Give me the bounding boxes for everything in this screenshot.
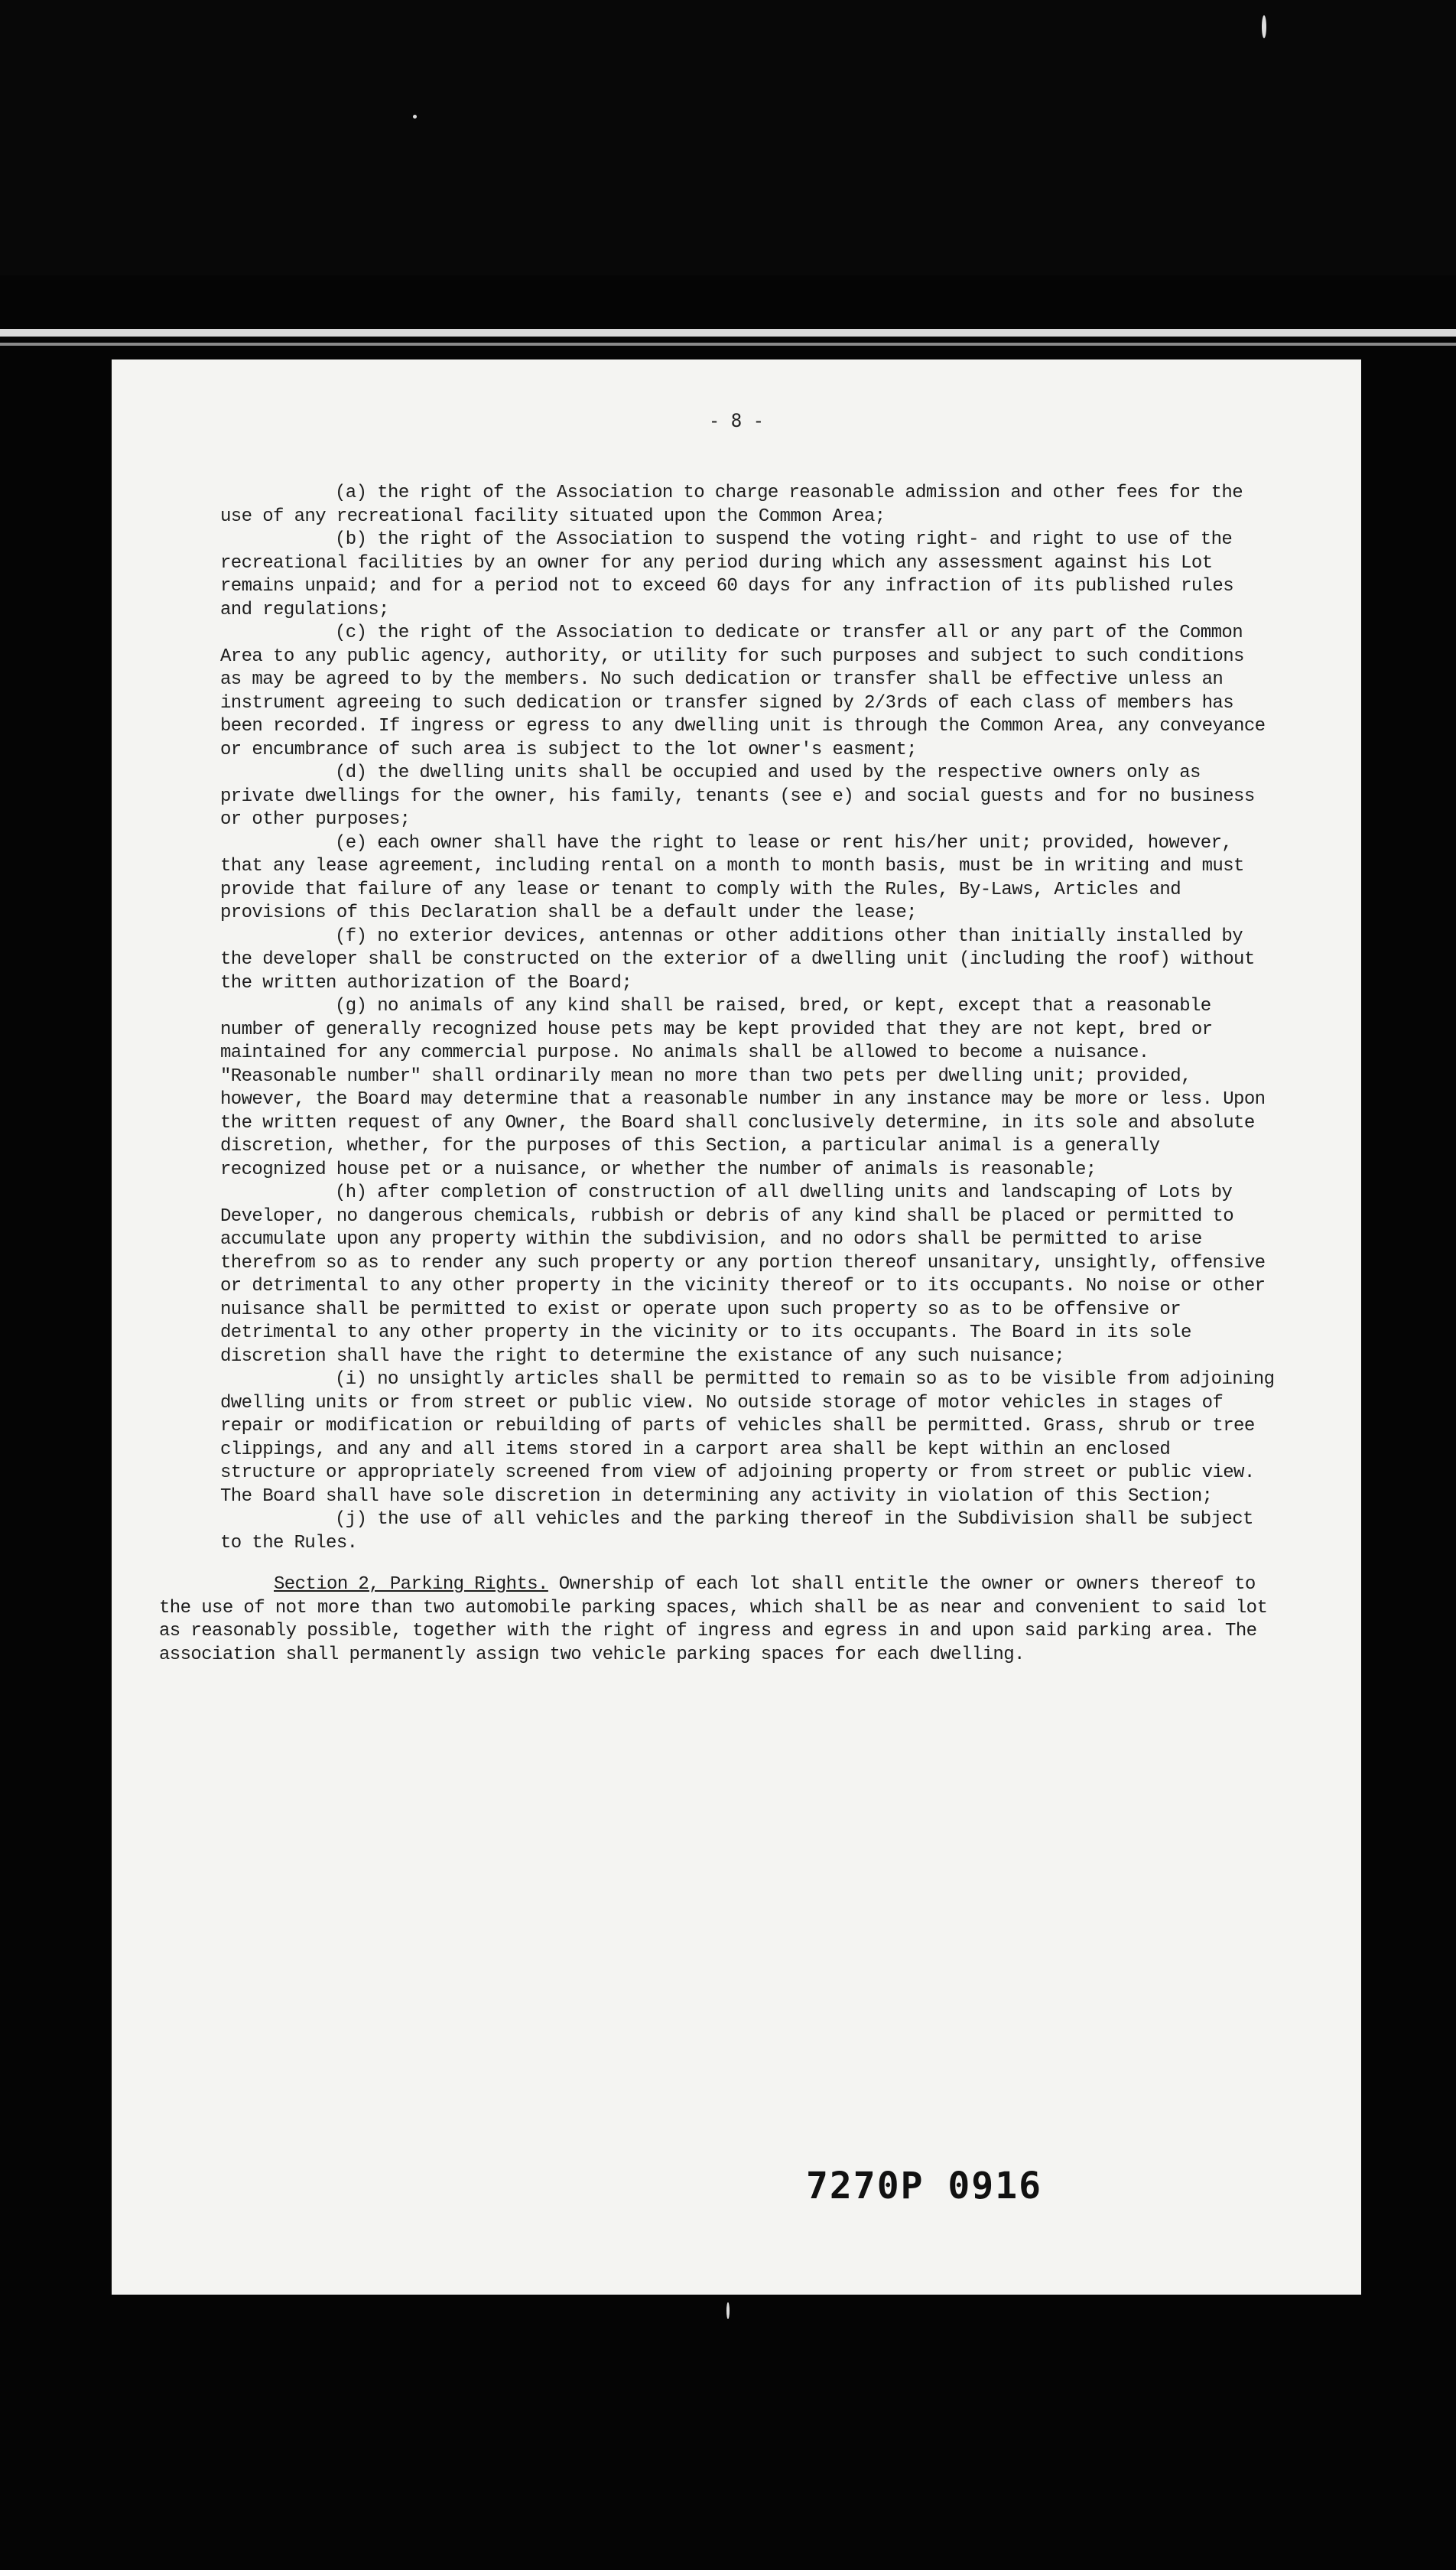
scan-artifact [413, 115, 417, 119]
section-2-parking-rights [159, 1573, 1276, 1667]
document-page [112, 359, 1361, 2295]
recording-reference-number: 7270P 0916 [806, 2165, 1042, 2207]
paragraph-e: (e) each owner shall have the right to lease or rent his/her unit; provided, however, that any lease agreement, including rental on a month to month basis, must be in writing and must provide that failure of any lease or tenant to comply with the Rules, By-Laws, Articles and provisions of this Declaration shall be a default under the lease; [220, 832, 1244, 923]
paragraph-c: (c) the right of the Association to dedicate or transfer all or any part of the Common Area to any public agency, authority, or utility for such purposes and subject to such conditions as may be agreed to by the members. No such dedication or transfer shall be effective unless an instrument agreeing to such dedication or transfer signed by 2/3rds of each class of members has been recorded. If ingress or egress to any dwelling unit is through the Common Area, any conveyance or encumbrance of such area is subject to the lot owner's easment; [220, 623, 1266, 760]
scan-edge-line [0, 329, 1456, 337]
paragraph-a: (a) the right of the Association to charge reasonable admission and other fees for the use of any recreational facility situated upon the Common Area; [220, 483, 1243, 527]
document-body [159, 482, 1276, 1667]
section-2-body: Ownership of each lot shall entitle the owner or owners thereof to the use of not more than two automobile parking spaces, which shall be as near and convenient to said lot as reasonably possible, together with the right of ingress and egress in and upon said parking area. The association shall permanently assign two vehicle parking spaces for each dwelling. [159, 1574, 1268, 1665]
paragraph-j: (j) the use of all vehicles and the parking thereof in the Subdivision shall be subject to the Rules. [220, 1509, 1253, 1553]
page-number: - 8 - [708, 410, 765, 431]
paragraph-b: (b) the right of the Association to suspend the voting right- and right to use of the recreational facilities by an owner for any period during which any assessment against his Lot remains unpaid; and for a period not to exceed 60 days for any infraction of its published rules and regulations; [220, 529, 1234, 620]
scan-artifact [1262, 15, 1266, 38]
paragraph-h: (h) after completion of construction of all dwelling units and landscaping of Lots by Developer, no dangerous chemicals, rubbish or debris of any kind shall be placed or permitted to accumulate upon any property within the subdivision, and no odors shall be permitted to arise therefrom so as to render any such property or any portion thereof unsanitary, unsightly, offensive or detrimental to any other property in the vicinity thereof or to its occupants. No noise or other nuisance shall be permitted to exist or operate upon such property so as to be offensive or detrimental to any other property in the vicinity or to its occupants. The Board in its sole discretion shall have the right to determine the existance of any such nuisance; [220, 1183, 1266, 1367]
scan-artifact [726, 2302, 730, 2319]
paragraph-d: (d) the dwelling units shall be occupied and used by the respective owners only as private dwellings for the owner, his family, tenants (see e) and social guests and for no business or other purposes; [220, 763, 1255, 830]
paragraph-f: (f) no exterior devices, antennas or other additions other than initially installed by the developer shall be constructed on the exterior of a dwelling unit (including the roof) without the written authorization of the Board; [220, 926, 1255, 994]
scan-edge-line-shadow [0, 343, 1456, 346]
paragraph-g: (g) no animals of any kind shall be raised, bred, or kept, except that a reasonable number of generally recognized house pets may be kept provided that they are not kept, bred or maintained for any commercial purpose. No animals shall be allowed to become a nuisance. "Reasonable number" shall ordinarily mean no more than two pets per dwelling unit; provided, however, the Board may determine that a reasonable number in any instance may be more or less. Upon the written request of any Owner, the Board shall conclusively determine, in its sole and absolute discretion, whether, for the purposes of this Section, a particular animal is a generally recognized house pet or a nuisance, or whether the number of animals is reasonable; [220, 996, 1266, 1180]
scan-top-margin [0, 0, 1456, 275]
section-2-title: Section 2, Parking Rights. [274, 1574, 548, 1595]
paragraph-i: (i) no unsightly articles shall be permitted to remain so as to be visible from adjoining dwelling units or from street or public view. No outside storage of motor vehicles in stages of repair or modification or rebuilding of parts of vehicles shall be permitted. Grass, shrub or tree clippings, and any and all items stored in a carport area shall be kept within an enclosed structure or appropriately screened from view of adjoining property or from street or public view. The Board shall have sole discretion in determining any activity in violation of this Section; [220, 1369, 1275, 1507]
